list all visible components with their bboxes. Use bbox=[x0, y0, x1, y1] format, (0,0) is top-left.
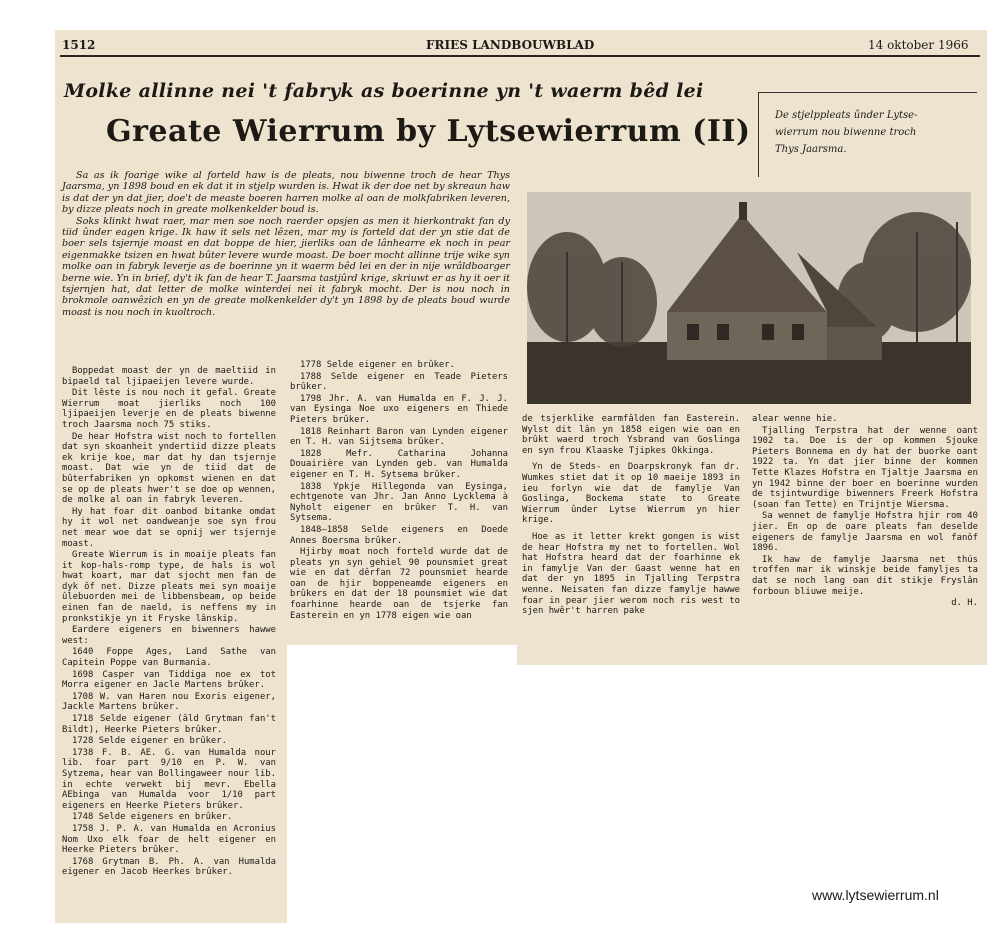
col2-paragraph: 1798 Jhr. A. van Humalda en F. J. J. van Eysinga Noe uxo eigeners en Thiede Pieters brûker. bbox=[290, 393, 508, 425]
col1-paragraph: 1758 J. P. A. van Humalda en Acronius Nom Uxo elk foar de helt eigener en Heerke Pieters brûker. bbox=[62, 823, 276, 856]
col1-paragraph: 1768 Grytman B. Ph. A. van Humalda eigener en Jacob Heerkes brûker. bbox=[62, 856, 276, 878]
col1-paragraph: Greate Wierrum is in moaije pleats fan it kop-hals-romp type, de hals is wol hwat koart, mar dat sjocht men fan de dyk ôf net. Dizze pleats mei syn moaije ûlebuorden mei de libbensbeam, op beide einen fan de naeld, is neffens my in pronkstikje yn it Fryske lânskip. bbox=[62, 550, 276, 624]
col1-paragraph: 1718 Selde eigener (âld Grytman fan't Bildt), Heerke Pieters brûker. bbox=[62, 714, 276, 735]
col3-paragraph: de tsjerklike earmfâlden fan Easterein. Wylst dit lân yn 1858 eigen wie oan en brûkt waerd troch Ysbrand van Goslinga en syn frou Klaaske Tjipkes Okkinga. bbox=[522, 414, 740, 456]
caption-line: De stjelppleats ûnder Lytse- bbox=[775, 110, 918, 121]
col2-paragraph: 1848—1858 Selde eigeners en Doede Annes Boersma brûker. bbox=[290, 524, 508, 546]
farmhouse-photo bbox=[527, 192, 971, 404]
col1-paragraph: Hy hat foar dit oanbod bitankе omdat hy it wol net oandweanje soe syn frou net mear woe dat se opnij wer tsjernje moast. bbox=[62, 506, 276, 549]
col1-paragraph: Dit lêste is nou noch it gefal. Greate Wierrum moat jierliks noch 100 ljipaeijen leverje en de pleats biwenne troch Jaarsma noch 75 stiks. bbox=[62, 388, 276, 430]
col1-paragraph: 1728 Selde eigener en brûker. bbox=[72, 736, 227, 747]
column-4 bbox=[752, 414, 978, 610]
publication-name: FRIES LANDBOUWBLAD bbox=[426, 38, 595, 52]
header-rule bbox=[60, 55, 980, 57]
col4-paragraph: Sa wennet de famylje Hofstra hjir rom 40 jier. En op de oare pleats fan deselde eigeners de famylje Jaarsma en wol fanôf 1896. bbox=[752, 511, 978, 554]
col2-paragraph: 1838 Ypkje Hillegonda van Eysinga, echtgenote van Jhr. Jan Anno Lycklema à Nyholt eigener en brûker T. H. van Sytsema. bbox=[290, 481, 508, 524]
column-3 bbox=[522, 414, 740, 618]
caption-line: wierrum nou biwenne troch bbox=[775, 127, 917, 138]
intro-paragraph: Soks klinkt hwat raer, mar men soe noch raerder opsjen as men it hierkontrakt fan dy tiid ûnder eagen krige. Ik haw it sels net lêzen, mar my is forteld dat der yn stie dat de boer sels tsjernje moast en dat boppe de hier, jierliks oan de lânhearre ek noch in pear eigenmakke tsizen en hwat bûter levere wurde moast. De boer mocht allinne trije wike syn molke oan in fabryk leverje as de boerinne yn it waerm bêd lei en der in nije wrâldboarger berne wie. Yn in brief, dy't ik fan de hear T. Jaarsma tastjûrd krige, skriuwt er as hy it oer it tsjernjen hat, dat letter de molke winterdei nei it fabryk mocht. Der is nou noch in brokmole oanwêzich en yn de greate molkenkelder dy't yn 1898 by de pleats boud wurde moast is nou noch in kuoltroch. bbox=[62, 215, 510, 318]
kicker: Molke allinne nei 't fabryk as boerinne yn 't waerm bêd lei bbox=[64, 80, 704, 102]
website-watermark: www.lytsewierrum.nl bbox=[812, 887, 939, 903]
caption-line: Thys Jaarsma. bbox=[775, 144, 847, 155]
col2-paragraph: Hjirby moat noch forteld wurde dat de pleats yn syn gehiel 90 pounsmiet great wie en dat dêrfan 72 pounsmiet hearde oan de hjir boppeneamde eigeners en brûkers en dat der 18 pounsmiet wie dat foarhinne hearde oan de tsjerke fan Easterein en yn 1778 eigen wie oan bbox=[290, 547, 508, 621]
col1-paragraph: Boppedat moast der yn de maeltiid in bipaeld tal ljipaeijen levere wurde. bbox=[62, 366, 276, 387]
column-1 bbox=[62, 366, 276, 879]
col2-paragraph: 1828 Mefr. Catharina Johanna Douairière van Lynden geb. van Humalda eigener en T. H. Sytsema brûker. bbox=[290, 448, 508, 480]
col1-paragraph: 1698 Casper van Tiddiga noe ex tot Morra eigener en Jacle Martens brûker. bbox=[62, 669, 276, 691]
photo-caption bbox=[775, 107, 917, 158]
author-signature: d. H. bbox=[951, 598, 978, 609]
col4-paragraph: Ik haw de famylje Jaarsma net thús troffen mar ik winskje beide famyljes ta dat se noch lang oan dit stikje Fryslân forboun bliuwe meije. bbox=[752, 554, 978, 597]
page-number: 1512 bbox=[62, 38, 96, 52]
issue-date: 14 oktober 1966 bbox=[868, 38, 969, 52]
intro-paragraph: Sa as ik foarige wike al forteld haw is de pleats, nou biwenne troch de hear Thys Jaarsma, yn 1898 boud en ek dat it in stjelp wurden is. Hwat ik der doe net by skreaun haw is dat der yn dat jier, doe't de measte boeren harren molke al oan de molkfabriken leveren, by dizze pleats noch in greate molkenkelder boud is. bbox=[62, 170, 510, 216]
col3-paragraph: Yn de Steds- en Doarpskronyk fan dr. Wumkes stiet dat it op 10 maeije 1893 in ieu forlyn wie dat de famylje Van Goslinga, Bockema state to Greate Wierrum ûnder Lytse Wierrum yn hier krige. bbox=[522, 462, 740, 526]
intro-text bbox=[62, 170, 510, 318]
col1-paragraph: 1640 Foppe Ages, Land Sathe van Capitein Poppe van Burmania. bbox=[62, 647, 276, 669]
col2-paragraph: 1778 Selde eigener en brûker. bbox=[300, 360, 455, 370]
col2-paragraph: 1788 Selde eigener en Teade Pieters brûker. bbox=[290, 371, 508, 393]
col1-paragraph: De hear Hofstra wist noch to fortellen dat syn skoanheit yndertiid dizze pleats ek krije koe, mar dat hy dan tsjernje moast. Dat wie yn de tiid dat de bûterfabriken yn opkomst wienen en dat se op de pleats hwer't se doe op wennen, de molke al oan in fabryk leveren. bbox=[62, 431, 276, 506]
article-title: Greate Wierrum by Lytsewierrum (II) bbox=[106, 114, 751, 149]
column-2 bbox=[290, 360, 508, 622]
col4-paragraph: Tjalling Terpstra hat der wenne oant 1902 ta. Doe is der op kommen Sjouke Pieters Bonnema en dy hat der buorke oant 1922 ta. Yn dat jier binne der kommen Tette Klazes Hofstra en Tjaltje Jaarsma en yn 1942 binne der boer en boerinne wurden de tsjintwurdige biwenners Freerk Hofstra (soan fan Tette) en Trijntje Wiersma. bbox=[752, 425, 978, 510]
col1-paragraph: 1748 Selde eigeners en brûker. bbox=[72, 812, 233, 823]
farmhouse-illustration bbox=[527, 192, 971, 404]
col1-paragraph: 1738 F. B. AE. G. van Humalda nour lib. foar part 9/10 en P. W. van Sytzema, hear van Bollingaweer nour lib. in echte verwekt bij mevr. Ebella AEbinga van Humalda voor 1/10 part eigeners en Heerke Pieters brûker. bbox=[62, 747, 276, 811]
col1-paragraph: Eardere eigeners en biwenners hawwe west: bbox=[62, 625, 276, 646]
col2-paragraph: 1818 Reinhart Baron van Lynden eigener en T. H. van Sijtsema brûker. bbox=[290, 426, 508, 448]
col1-paragraph: 1708 W. van Haren nou Exoris eigener, Jackle Martens brûker. bbox=[62, 691, 276, 713]
col3-paragraph: Hoe as it letter krekt gongen is wist de hear Hofstra my net to fortellen. Wol hat Hofstra heard dat der foarhinne ek in famylje Van der Gaast wenne hat en dat der yn 1895 in Tjalling Terpstra wenne. Neisaten fan dizze famylje hawwe foar in pear jier werom noch ris west to sjen hwêr't harren pake bbox=[522, 531, 740, 617]
col4-paragraph: alear wenne hie. bbox=[752, 414, 838, 424]
caption-box bbox=[758, 92, 977, 177]
